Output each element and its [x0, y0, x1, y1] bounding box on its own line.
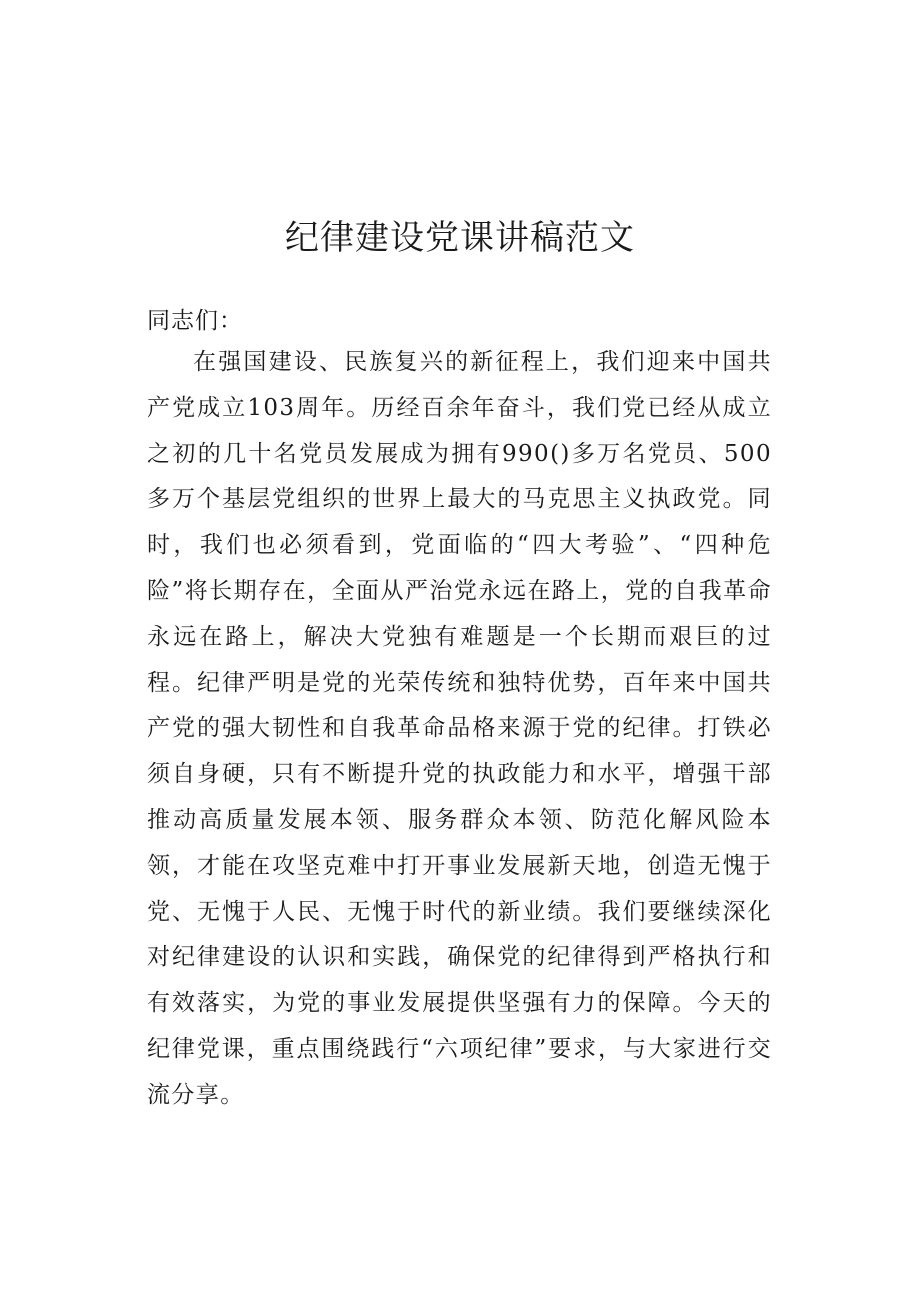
document-title: 纪律建设党课讲稿范文 — [285, 218, 635, 258]
body-paragraph: 在强国建设、民族复兴的新征程上，我们迎来中国共产党成立103周年。历经百余年奋斗，我们党已经从成立之初的几十名党员发展成为拥有990()多万名党员、500多万个基层党组织的世界上最大的马克思主义执政党。同时，我们也必须看到，党面临的“四大考验”、“四种危险”将长期存在，全面从严治党永远在路上，党的自我革命永远在路上，解决大党独有难题是一个长期而艰巨的过程。纪律严明是党的光荣传统和独特优势，百年来中国共产党的强大韧性和自我革命品格来源于党的纪律。打铁必须自身硬，只有不断提升党的执政能力和水平，增强干部推动高质量发展本领、服务群众本领、防范化解风险本领，才能在攻坚克难中打开事业发展新天地，创造无愧于党、无愧于人民、无愧于时代的新业绩。我们要继续深化对纪律建设的认识和实践，确保党的纪律得到严格执行和有效落实，为党的事业发展提供坚强有力的保障。今天的纪律党课，重点围绕践行“六项纪律”要求，与大家进行交流分享。 — [147, 349, 772, 1108]
salutation: 同志们： — [147, 308, 243, 334]
